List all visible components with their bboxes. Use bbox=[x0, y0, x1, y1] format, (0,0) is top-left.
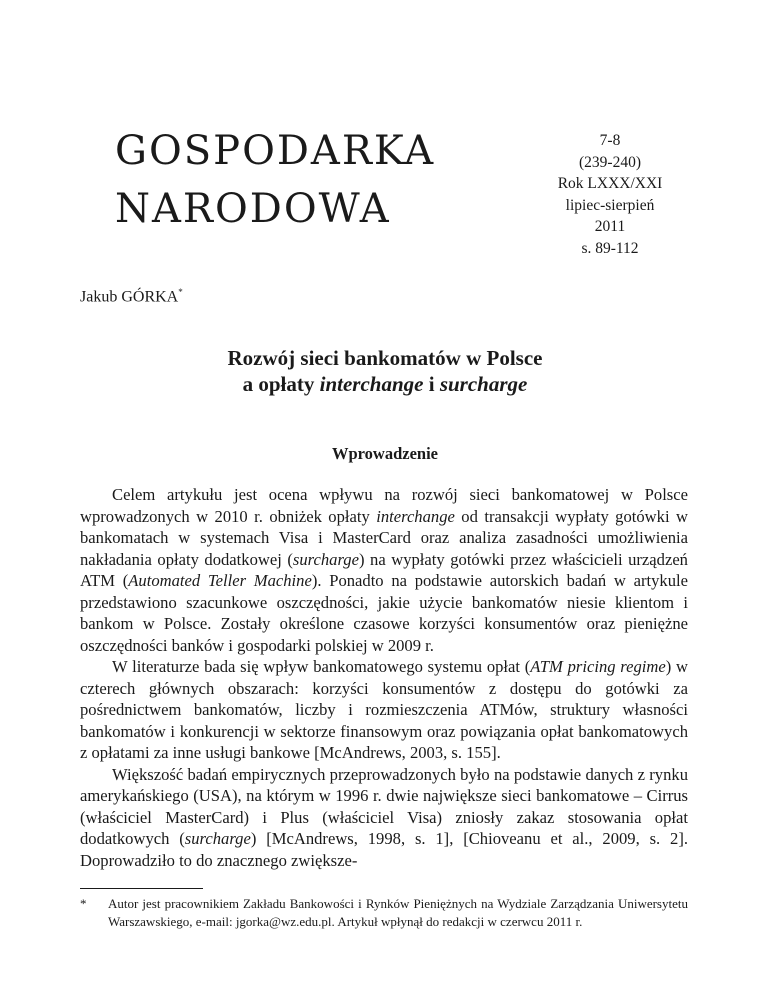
issue-number: 7-8 bbox=[599, 132, 621, 149]
article-title bbox=[80, 345, 690, 397]
text-run: od transakcji wypłaty gotówki w bankomatach w systemach Visa i MasterCard oraz analiza zasadności umożliwienia nakładania opłaty dodatkowej ( bbox=[80, 506, 688, 569]
title-text: a opłaty bbox=[242, 372, 320, 396]
title-term-surcharge: surcharge bbox=[439, 372, 528, 396]
journal-masthead bbox=[115, 122, 435, 238]
footnote-divider bbox=[80, 888, 203, 889]
paragraph-2 bbox=[80, 656, 688, 764]
author-footnote-mark: * bbox=[178, 287, 183, 297]
issue-year: 2011 bbox=[594, 218, 626, 235]
title-text: i bbox=[423, 372, 440, 396]
italic-term: ATM pricing regime bbox=[530, 657, 666, 676]
text-run: Celem artykułu jest ocena wpływu na rozwój sieci bankomatowej w Polsce wprowadzonych w 2010 r. obniżek opłaty bbox=[80, 485, 688, 526]
article-body bbox=[80, 484, 688, 871]
italic-term: surcharge bbox=[184, 829, 251, 848]
article-title-line-2 bbox=[80, 371, 690, 397]
text-run: Większość badań empirycznych przeprowadzonych było na podstawie danych z rynku amerykańskiego (USA), na którym w 1996 r. dwie największe sieci bankomatowe – Cirrus (właściciel MasterCard) i Plus (właściciel Visa) zniosły zakaz stosowania opłat dodatkowych ( bbox=[80, 764, 688, 848]
text-run: W literaturze bada się wpływ bankomatowego systemu opłat ( bbox=[112, 657, 531, 676]
issue-pages: s. 89-112 bbox=[581, 239, 639, 257]
text-run: ) w czterech głównych obszarach: korzyści konsumentów z dostępu do gotówki za pośrednictwem bankomatów, liczby i rozmieszczenia ATMów, struktury własności bankomatów i konkurencji w sektorze finansowym oraz powiązania opłat bankomatowych z opłatami za inne usługi bankowe [McAndrews, 2003, s. 155]. bbox=[80, 657, 689, 762]
paragraph-1 bbox=[80, 484, 688, 656]
text-run: ) na wypłaty gotówki przez właścicieli urządzeń ATM ( bbox=[80, 549, 688, 590]
journal-title-line-1: GOSPODARKA bbox=[115, 128, 436, 174]
author-line bbox=[80, 287, 183, 306]
italic-term: surcharge bbox=[292, 549, 359, 569]
text-run: ) [McAndrews, 1998, s. 1], [Chioveanu et al., 2009, s. 2]. Doprowadziło to do znacznego zwiększe- bbox=[80, 829, 688, 870]
text-run: ). Ponadto na podstawie autorskich badań w artykule przedstawiono szacunkowe oszczędności, jakie użycie bankomatów niesie klientom i bankom w Polsce. Zostały określone czasowe korzyści konsumentów oraz pieniężne oszczędności banków i gospodarki polskiej w 2009 r. bbox=[80, 571, 688, 655]
author-surname: GÓRKA bbox=[121, 288, 179, 306]
issue-consecutive: (239-240) bbox=[579, 153, 641, 171]
issue-volume: Rok LXXX/XXI bbox=[557, 175, 663, 192]
paragraph-3 bbox=[80, 764, 688, 872]
author-given-name: Jakub bbox=[80, 288, 118, 306]
issue-months: lipiec-sierpień bbox=[565, 196, 655, 214]
section-heading: Wprowadzenie bbox=[331, 444, 439, 463]
footnote-text: Autor jest pracownikiem Zakładu Bankowości i Rynków Pieniężnych na Wydziale Zarządzania Uniwersytetu Warszawskiego, e-mail: jgorka@wz.edu.pl. Artykuł wpłynął do redakcji w czerwcu 2011 r. bbox=[108, 896, 688, 929]
footnote bbox=[80, 895, 688, 930]
issue-info bbox=[555, 130, 665, 259]
italic-term: interchange bbox=[376, 506, 455, 526]
italic-term: Automated Teller Machine bbox=[128, 571, 312, 590]
footnote-mark: * bbox=[80, 896, 87, 911]
article-title-line-1: Rozwój sieci bankomatów w Polsce bbox=[227, 346, 543, 370]
journal-title-line-2: NARODOWA bbox=[115, 186, 391, 232]
title-term-interchange: interchange bbox=[319, 372, 424, 396]
